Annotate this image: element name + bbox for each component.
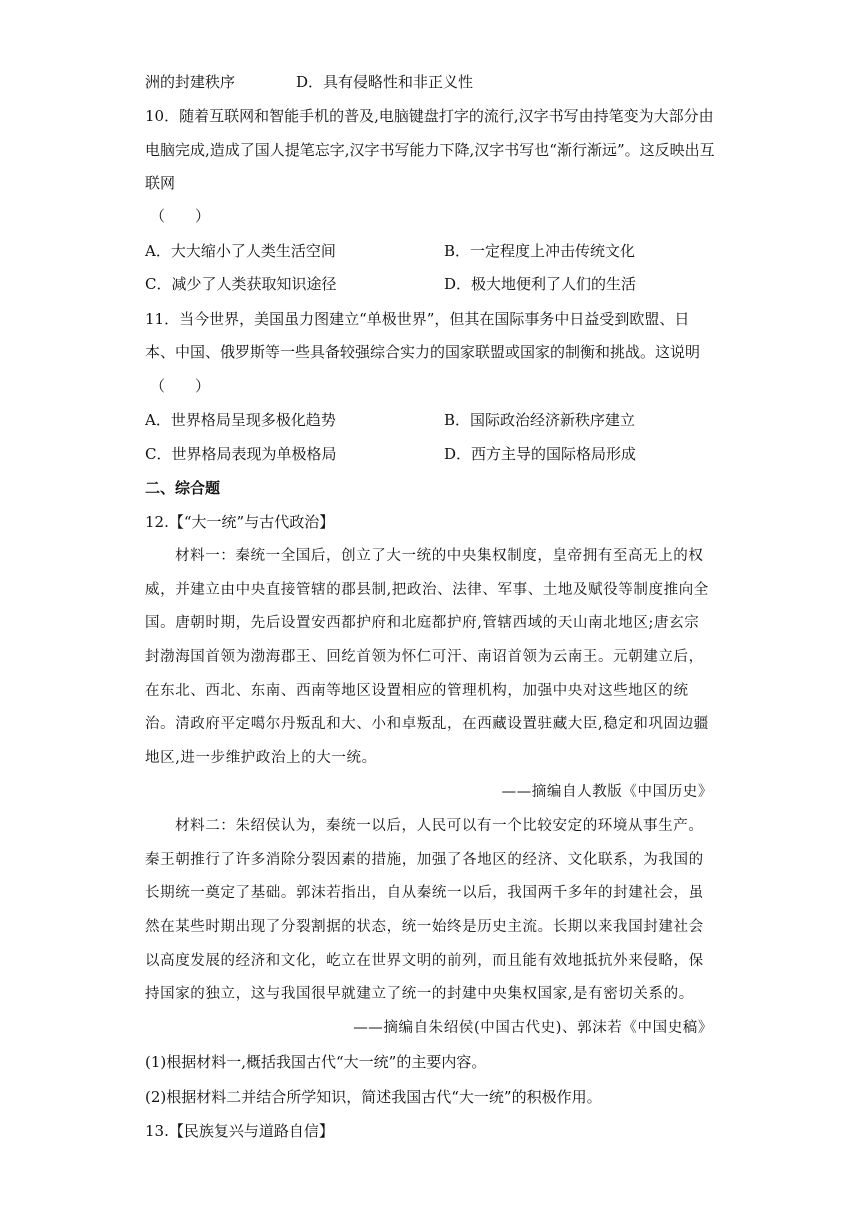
q10-option-d: D．极大地便利了人们的生活 xyxy=(444,275,637,293)
q12-material1-line: 地区,进一步维护政治上的大一统。 xyxy=(145,750,377,766)
q10-answer-paren: （ ） xyxy=(150,207,211,225)
q12-material2-line: 持国家的独立，这与我国很早就建立了统一的封建中央集权国家,是有密切关系的。 xyxy=(145,986,694,1002)
q9-option-d: D．具有侵略性和非正义性 xyxy=(296,73,474,91)
q12-material1-line: 在东北、西北、东南、西南等地区设置相应的管理机构，加强中央对这些地区的统 xyxy=(145,683,689,699)
q10-stem-line-3: 联网 xyxy=(145,174,176,192)
q10-option-c: C．减少了人类获取知识途径 xyxy=(145,275,337,293)
q12-material2-line: 以高度发展的经济和文化，屹立在世界文明的前列，而且能有效地抵抗外来侵略，保 xyxy=(145,953,704,969)
q12-material1-line: 威，并建立由中央直接管辖的郡县制,把政治、法律、军事、土地及赋役等制度推向全 xyxy=(145,582,709,598)
q11-answer-paren: （ ） xyxy=(150,377,211,395)
q12-material2-line: 然在某些时期出现了分裂割据的状态，统一始终是历史主流。长期以来我国封建社会 xyxy=(145,919,704,935)
q12-material1-line: 封渤海国首领为渤海郡王、回纥首领为怀仁可汗、南诏首领为云南王。元朝建立后， xyxy=(145,649,704,665)
q12-material2-line: 长期统一奠定了基础。郭沫若指出，自从秦统一以后，我国两千多年的封建社会，虽 xyxy=(145,885,704,901)
q11-option-c: C．世界格局表现为单极格局 xyxy=(145,445,337,463)
q10-option-b: B．一定程度上冲击传统文化 xyxy=(444,242,636,260)
q12-material1-line: 治。清政府平定噶尔丹叛乱和大、小和卓叛乱，在西藏设置驻藏大臣,稳定和巩固边疆 xyxy=(145,716,709,732)
q13-title: 13.【民族复兴与道路自信】 xyxy=(145,1122,334,1140)
q11-option-a: A．世界格局呈现多极化趋势 xyxy=(145,411,336,429)
q11-stem-line-1: 11．当今世界，美国虽力图建立“单极世界”，但其在国际事务中日益受到欧盟、日 xyxy=(145,310,690,328)
q10-option-a: A．大大缩小了人类生活空间 xyxy=(145,242,336,260)
q12-subquestion-2: (2)根据材料二并结合所学知识，简述我国古代“大一统”的积极作用。 xyxy=(145,1088,602,1106)
q12-title: 12.【“大一统”与古代政治】 xyxy=(145,513,335,531)
q11-option-b: B．国际政治经济新秩序建立 xyxy=(444,411,636,429)
q10-stem-line-2: 电脑完成,造成了国人提笔忘字,汉字书写能力下降,汉字书写也“渐行渐远”。这反映出互 xyxy=(145,141,715,159)
q12-material1-line: 材料一：秦统一全国后，创立了大一统的中央集权制度，皇帝拥有至高无上的权 xyxy=(175,548,704,564)
q12-source1: ——摘编自人教版《中国历史》 xyxy=(501,784,713,800)
q12-material2-line: 材料二：朱绍侯认为，秦统一以后，人民可以有一个比较安定的环境从事生产。 xyxy=(175,818,704,834)
q11-stem-line-2: 本、中国、俄罗斯等一些具备较强综合实力的国家联盟或国家的制衡和挑战。这说明 xyxy=(145,343,701,361)
q9-option-c-continuation: 洲的封建秩序 xyxy=(145,73,236,91)
q11-option-d: D．西方主导的国际格局形成 xyxy=(444,445,637,463)
q12-source2: ——摘编自朱绍侯(中国古代史)、郭沫若《中国史稿》 xyxy=(353,1020,713,1036)
q10-stem-line-1: 10．随着互联网和智能手机的普及,电脑键盘打字的流行,汉字书写由持笔变为大部分由 xyxy=(145,107,714,125)
section-heading: 二、综合题 xyxy=(145,479,221,497)
q12-subquestion-1: (1)根据材料一,概括我国古代“大一统”的主要内容。 xyxy=(145,1053,487,1071)
q12-material1-line: 国。唐朝时期，先后设置安西都护府和北庭都护府,管辖西域的天山南北地区;唐玄宗 xyxy=(145,615,700,631)
q12-material2-line: 秦王朝推行了许多消除分裂因素的措施，加强了各地区的经济、文化联系，为我国的 xyxy=(145,852,704,868)
